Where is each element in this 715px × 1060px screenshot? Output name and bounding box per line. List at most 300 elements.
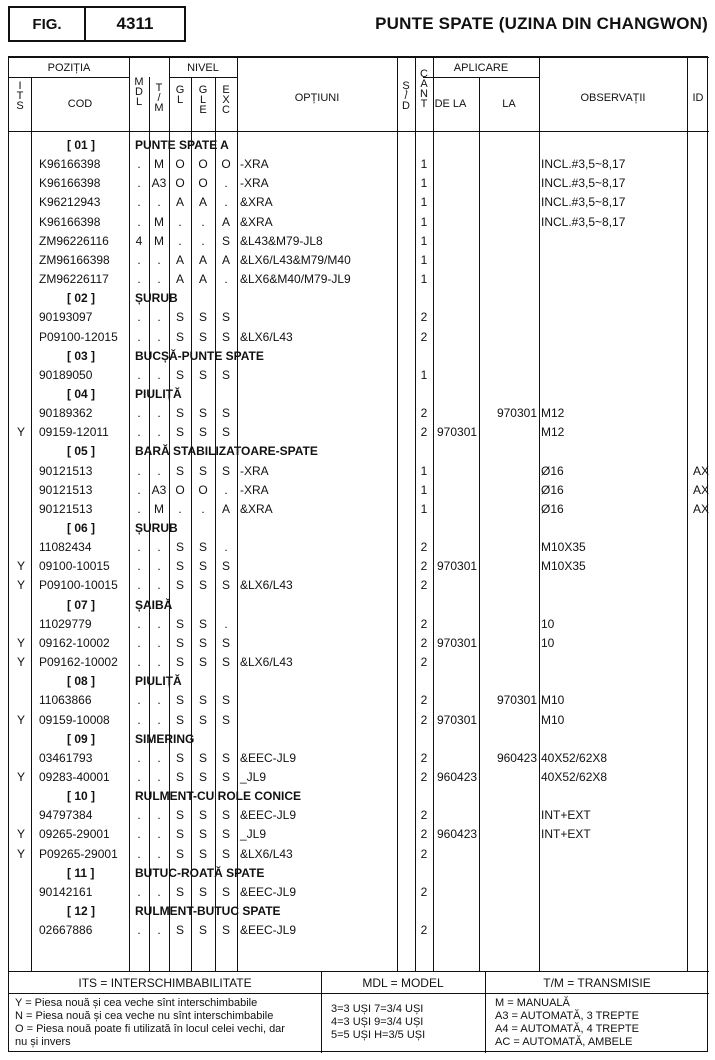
- cell-cod: 03461793: [39, 750, 93, 765]
- cell-tm: M: [154, 233, 164, 248]
- part-row: [9, 462, 709, 481]
- cell-its: Y: [16, 635, 25, 650]
- cell-mdl: .: [137, 501, 141, 516]
- cell-cant: 2: [420, 846, 428, 861]
- part-row: [9, 270, 709, 289]
- cell-mdl: .: [137, 310, 141, 325]
- cell-gle: .: [201, 501, 205, 516]
- cell-opt: &LX6/L43: [240, 578, 293, 593]
- cell-opt: &LX6/L43: [240, 846, 293, 861]
- part-row: [9, 825, 709, 844]
- part-row: [9, 232, 709, 251]
- cell-exc: .: [224, 482, 228, 497]
- cell-obs: 10: [541, 635, 555, 650]
- cell-gle: S: [198, 406, 207, 421]
- cell-tm: .: [157, 750, 161, 765]
- cell-gl: S: [175, 559, 184, 574]
- group-number: [ 12 ]: [67, 904, 96, 918]
- cell-its: Y: [16, 655, 25, 670]
- part-row: [9, 615, 709, 634]
- part-row: [9, 557, 709, 576]
- cell-opt: &EEC-JL9: [240, 923, 297, 938]
- cell-cant: 2: [420, 406, 428, 421]
- cell-cod: 11082434: [39, 540, 92, 555]
- cell-cod: ZM96226116: [39, 233, 109, 248]
- cell-obs: INT+EXT: [541, 808, 591, 823]
- legend-its-line: O = Piesa nouă poate fi utilizată în locul celei vechi, dar: [15, 1023, 285, 1035]
- group-number: [ 01 ]: [67, 138, 96, 152]
- part-row: [9, 193, 709, 212]
- part-row: [9, 538, 709, 557]
- group-name: BARĂ STABILIZATOARE-SPATE: [135, 444, 318, 459]
- part-row: [9, 404, 709, 423]
- cell-gl: S: [175, 329, 184, 344]
- cell-cant: 1: [420, 501, 428, 516]
- cell-cant: 2: [420, 559, 428, 574]
- cell-cant: 2: [420, 769, 428, 784]
- cell-gle: .: [201, 214, 205, 229]
- page-header: [8, 6, 708, 46]
- cell-cant: 2: [420, 884, 428, 899]
- cell-gle: S: [198, 750, 207, 765]
- cell-exc: S: [221, 693, 230, 708]
- cell-gle: .: [201, 233, 205, 248]
- cell-gl: .: [178, 501, 182, 516]
- col-header-gle: G L E: [198, 84, 208, 116]
- cell-opt: &L43&M79-JL8: [240, 233, 323, 248]
- cell-obs: Ø16: [541, 463, 564, 478]
- cell-from: 970301: [437, 425, 478, 440]
- cell-gl: S: [175, 693, 184, 708]
- cell-gl: S: [175, 655, 184, 670]
- cell-exc: S: [221, 635, 230, 650]
- col-header-pozitia: POZIȚIA: [47, 62, 91, 74]
- group-header-row: [9, 902, 709, 921]
- cell-exc: S: [221, 406, 230, 421]
- group-name: PIULIȚĂ: [135, 386, 182, 401]
- cell-tm: .: [157, 310, 161, 325]
- cell-exc: S: [221, 750, 230, 765]
- cell-cant: 2: [420, 616, 428, 631]
- cell-gl: S: [175, 808, 184, 823]
- cell-gle: S: [198, 367, 207, 382]
- part-row: [9, 500, 709, 519]
- cell-obs: 10: [541, 616, 555, 631]
- cell-gl: S: [175, 846, 184, 861]
- cell-exc: S: [221, 808, 230, 823]
- cell-exc: A: [221, 501, 230, 516]
- cell-obs: Ø16: [541, 501, 564, 516]
- cell-cant: 1: [420, 367, 428, 382]
- cell-gle: S: [198, 310, 207, 325]
- cell-mdl: 4: [135, 233, 143, 248]
- cell-its: Y: [16, 712, 25, 727]
- cell-cant: 2: [420, 329, 428, 344]
- cell-its: Y: [16, 559, 25, 574]
- cell-gl: S: [175, 635, 184, 650]
- cell-exc: S: [221, 578, 230, 593]
- legend-mdl-line: 4=3 UȘI 9=3/4 UȘI: [331, 1016, 424, 1028]
- cell-mdl: .: [137, 463, 141, 478]
- cell-cant: 2: [420, 635, 428, 650]
- cell-tm: .: [157, 693, 161, 708]
- cell-tm: .: [157, 578, 161, 593]
- cell-tm: M: [154, 157, 164, 172]
- col-header-cod: COD: [67, 98, 93, 110]
- cell-gl: A: [175, 272, 184, 287]
- cell-mdl: .: [137, 272, 141, 287]
- legend-mdl-line: 3=3 UȘI 7=3/4 UȘI: [331, 1003, 424, 1015]
- cell-id: AX: [692, 482, 709, 497]
- cell-exc: S: [221, 884, 230, 899]
- col-header-id: ID: [692, 92, 704, 104]
- cell-obs: M10: [541, 712, 565, 727]
- cell-exc: .: [224, 272, 228, 287]
- cell-cod: P09265-29001: [39, 846, 118, 861]
- part-row: [9, 749, 709, 768]
- cell-gl: O: [175, 176, 185, 191]
- legend-tm-line: M = MANUALĂ: [495, 997, 570, 1009]
- cell-id: AX: [692, 501, 709, 516]
- group-number: [ 04 ]: [67, 386, 96, 401]
- cell-tm: .: [157, 425, 161, 440]
- cell-gl: S: [175, 923, 184, 938]
- part-row: [9, 691, 709, 710]
- cell-mdl: .: [137, 827, 141, 842]
- part-row: [9, 653, 709, 672]
- cell-tm: .: [157, 616, 161, 631]
- cell-mdl: .: [137, 176, 141, 191]
- cell-exc: S: [221, 310, 230, 325]
- cell-obs: Ø16: [541, 482, 564, 497]
- col-header-its: I T S: [16, 80, 24, 112]
- cell-gle: S: [198, 540, 207, 555]
- cell-cod: 90121513: [39, 463, 93, 478]
- group-header-row: [9, 787, 709, 806]
- cell-opt: _JL9: [240, 769, 267, 784]
- part-row: [9, 366, 709, 385]
- cell-gle: O: [198, 482, 208, 497]
- cell-cant: 2: [420, 750, 428, 765]
- cell-cod: P09100-12015: [39, 329, 118, 344]
- cell-tm: .: [157, 846, 161, 861]
- col-header-gl: G L: [175, 84, 185, 106]
- cell-to: 970301: [496, 406, 537, 421]
- group-header-row: [9, 347, 709, 366]
- cell-cod: 09159-10008: [39, 712, 110, 727]
- cell-mdl: .: [137, 578, 141, 593]
- cell-cod: 94797384: [39, 808, 93, 823]
- cell-cod: 09162-10002: [39, 635, 110, 650]
- part-row: [9, 481, 709, 500]
- cell-opt: &EEC-JL9: [240, 884, 297, 899]
- cell-cod: 11063866: [39, 693, 92, 708]
- group-header-row: [9, 289, 709, 308]
- cell-opt: &XRA: [240, 214, 273, 229]
- cell-gle: S: [198, 559, 207, 574]
- cell-obs: 40X52/62X8: [541, 750, 608, 765]
- cell-from: 970301: [437, 712, 478, 727]
- cell-gle: O: [198, 176, 208, 191]
- cell-tm: .: [157, 406, 161, 421]
- cell-opt: &EEC-JL9: [240, 808, 297, 823]
- cell-obs: M10X35: [541, 540, 586, 555]
- part-row: [9, 174, 709, 193]
- group-header-row: [9, 385, 709, 404]
- cell-gl: S: [175, 750, 184, 765]
- col-header-aplicare: APLICARE: [453, 62, 509, 74]
- col-header-optiuni: OPȚIUNI: [294, 92, 340, 104]
- cell-cod: 90193097: [39, 310, 93, 325]
- cell-gle: S: [198, 693, 207, 708]
- cell-cod: 90142161: [39, 884, 93, 899]
- cell-tm: .: [157, 272, 161, 287]
- cell-gl: S: [175, 463, 184, 478]
- cell-exc: O: [221, 157, 231, 172]
- cell-gle: A: [198, 195, 207, 210]
- group-name: RULMENT-BUTUC SPATE: [135, 904, 281, 918]
- col-header-nivel: NIVEL: [187, 62, 219, 74]
- cell-from: 960423: [437, 769, 478, 784]
- cell-cant: 2: [420, 693, 428, 708]
- cell-gl: O: [175, 157, 185, 172]
- cell-opt: -XRA: [240, 482, 269, 497]
- legend-its-title: ITS = INTERSCHIMBABILITATE: [78, 976, 252, 990]
- cell-obs: M10X35: [541, 559, 586, 574]
- cell-tm: .: [157, 635, 161, 650]
- group-name: ȘAIBĂ: [135, 597, 173, 612]
- cell-gl: S: [175, 540, 184, 555]
- group-number: [ 10 ]: [67, 789, 96, 804]
- group-header-row: [9, 136, 709, 155]
- cell-gl: S: [175, 310, 184, 325]
- cell-gl: S: [175, 827, 184, 842]
- cell-cod: ZM96166398: [39, 252, 110, 267]
- cell-from: 970301: [437, 635, 478, 650]
- cell-cant: 2: [420, 425, 428, 440]
- group-number: [ 07 ]: [67, 597, 96, 612]
- cell-cant: 2: [420, 578, 428, 593]
- cell-mdl: .: [137, 923, 141, 938]
- cell-tm: .: [157, 540, 161, 555]
- cell-obs: INT+EXT: [541, 827, 591, 842]
- group-number: [ 02 ]: [67, 291, 96, 306]
- cell-gle: S: [198, 425, 207, 440]
- cell-opt: -XRA: [240, 157, 269, 172]
- cell-cod: 90121513: [39, 482, 93, 497]
- cell-cant: 1: [420, 233, 428, 248]
- cell-mdl: .: [137, 214, 141, 229]
- cell-obs: INCL.#3,5~8,17: [541, 157, 626, 172]
- part-row: [9, 308, 709, 327]
- cell-gle: S: [198, 712, 207, 727]
- legend-tm-line: AC = AUTOMATĂ, AMBELE: [495, 1036, 633, 1048]
- cell-gle: A: [198, 252, 207, 267]
- legend-tm-title: T/M = TRANSMISIE: [543, 976, 651, 990]
- cell-opt: _JL9: [240, 827, 267, 842]
- group-number: [ 06 ]: [67, 521, 96, 535]
- cell-exc: S: [221, 923, 230, 938]
- part-row: [9, 711, 709, 730]
- cell-mdl: .: [137, 655, 141, 670]
- cell-cant: 1: [420, 157, 428, 172]
- cell-exc: S: [221, 769, 230, 784]
- cell-tm: .: [157, 252, 161, 267]
- cell-mdl: .: [137, 808, 141, 823]
- cell-gle: S: [198, 616, 207, 631]
- col-header-mdl: M D L: [134, 76, 144, 108]
- cell-opt: &LX6/L43: [240, 655, 293, 670]
- cell-cant: 2: [420, 827, 428, 842]
- group-header-row: [9, 864, 709, 883]
- cell-gle: S: [198, 578, 207, 593]
- cell-cod: 09265-29001: [39, 827, 110, 842]
- group-header-row: [9, 730, 709, 749]
- parts-table: [8, 56, 708, 1052]
- part-row: [9, 328, 709, 347]
- cell-tm: .: [157, 884, 161, 899]
- group-number: [ 05 ]: [67, 444, 96, 459]
- cell-gle: S: [198, 329, 207, 344]
- cell-tm: .: [157, 367, 161, 382]
- cell-cod: K96166398: [39, 157, 101, 172]
- group-name: BUTUC-ROATĂ SPATE: [135, 865, 265, 880]
- cell-gle: S: [198, 884, 207, 899]
- group-name: PUNTE SPATE A: [135, 138, 229, 152]
- cell-tm: .: [157, 195, 161, 210]
- cell-cant: 2: [420, 808, 428, 823]
- cell-exc: .: [224, 616, 228, 631]
- cell-mdl: .: [137, 195, 141, 210]
- cell-cant: 1: [420, 272, 428, 287]
- group-header-row: [9, 442, 709, 461]
- col-header-sd: Ș / D: [402, 80, 410, 112]
- part-row: [9, 576, 709, 595]
- cell-opt: &LX6&M40/M79-JL9: [240, 272, 351, 287]
- cell-gle: S: [198, 655, 207, 670]
- cell-its: Y: [16, 578, 25, 593]
- cell-mdl: .: [137, 635, 141, 650]
- cell-mdl: .: [137, 329, 141, 344]
- group-header-row: [9, 672, 709, 691]
- cell-opt: &XRA: [240, 501, 273, 516]
- cell-gle: S: [198, 635, 207, 650]
- legend-tm-line: A4 = AUTOMATĂ, 4 TREPTE: [495, 1023, 639, 1035]
- cell-exc: S: [221, 846, 230, 861]
- group-name: BUCȘĂ-PUNTE SPATE: [135, 348, 264, 363]
- cell-cant: 2: [420, 712, 428, 727]
- cell-exc: A: [221, 252, 230, 267]
- cell-exc: S: [221, 559, 230, 574]
- cell-exc: A: [221, 214, 230, 229]
- cell-exc: .: [224, 176, 228, 191]
- cell-obs: M10: [541, 693, 565, 708]
- cell-cant: 1: [420, 214, 428, 229]
- page-title: PUNTE SPATE (UZINA DIN CHANGWON): [375, 14, 708, 33]
- cell-gl: S: [175, 884, 184, 899]
- legend-its-line: nu și invers: [15, 1036, 71, 1048]
- cell-opt: &XRA: [240, 195, 273, 210]
- col-header-cant: C A N T: [420, 68, 428, 110]
- legend-its-line: N = Piesa nouă și cea veche nu sînt interschimbabile: [15, 1010, 274, 1022]
- cell-gle: S: [198, 923, 207, 938]
- cell-obs: INCL.#3,5~8,17: [541, 195, 626, 210]
- fig-label: FIG.: [8, 6, 86, 42]
- cell-cod: K96166398: [39, 176, 101, 191]
- cell-gl: S: [175, 712, 184, 727]
- cell-mdl: .: [137, 712, 141, 727]
- cell-gl: S: [175, 769, 184, 784]
- cell-cant: 1: [420, 482, 428, 497]
- group-name: ȘURUB: [135, 521, 178, 535]
- cell-cant: 1: [420, 195, 428, 210]
- cell-gl: S: [175, 425, 184, 440]
- cell-cant: 1: [420, 463, 428, 478]
- cell-cant: 2: [420, 923, 428, 938]
- cell-exc: S: [221, 233, 230, 248]
- cell-cod: P09100-10015: [39, 578, 118, 593]
- cell-mdl: .: [137, 559, 141, 574]
- group-header-row: [9, 596, 709, 615]
- cell-to: 970301: [496, 693, 537, 708]
- cell-cod: 09100-10015: [39, 559, 110, 574]
- cell-gle: A: [198, 272, 207, 287]
- cell-gle: S: [198, 808, 207, 823]
- cell-cod: P09162-10002: [39, 655, 118, 670]
- cell-mdl: .: [137, 540, 141, 555]
- part-row: [9, 423, 709, 442]
- cell-tm: A3: [151, 482, 167, 497]
- cell-tm: .: [157, 769, 161, 784]
- cell-exc: S: [221, 329, 230, 344]
- cell-gl: S: [175, 406, 184, 421]
- cell-opt: &EEC-JL9: [240, 750, 297, 765]
- part-row: [9, 251, 709, 270]
- part-row: [9, 845, 709, 864]
- group-name: SIMERING: [135, 731, 195, 746]
- group-number: [ 09 ]: [67, 731, 96, 746]
- cell-cod: 09159-12011: [39, 425, 109, 440]
- part-row: [9, 921, 709, 940]
- cell-mdl: .: [137, 769, 141, 784]
- cell-cant: 1: [420, 252, 428, 267]
- col-header-de-la: DE LA: [434, 98, 467, 110]
- cell-mdl: .: [137, 846, 141, 861]
- cell-its: Y: [16, 769, 25, 784]
- cell-tm: .: [157, 808, 161, 823]
- legend-mdl-line: 5=5 UȘI H=3/5 UȘI: [331, 1029, 426, 1041]
- cell-cod: 02667886: [39, 923, 93, 938]
- col-header-tm: T / M: [154, 82, 164, 114]
- group-number: [ 11 ]: [67, 865, 95, 880]
- part-row: [9, 806, 709, 825]
- cell-opt: &LX6/L43&M79/M40: [240, 252, 351, 267]
- group-number: [ 03 ]: [67, 348, 96, 363]
- cell-mdl: .: [137, 425, 141, 440]
- cell-mdl: .: [137, 367, 141, 382]
- cell-mdl: .: [137, 693, 141, 708]
- cell-mdl: .: [137, 406, 141, 421]
- cell-cod: 90189050: [39, 367, 93, 382]
- cell-gl: .: [178, 214, 182, 229]
- part-row: [9, 634, 709, 653]
- cell-to: 960423: [496, 750, 537, 765]
- cell-mdl: .: [137, 482, 141, 497]
- cell-exc: S: [221, 463, 230, 478]
- cell-obs: M12: [541, 406, 565, 421]
- cell-gl: A: [175, 195, 184, 210]
- cell-obs: INCL.#3,5~8,17: [541, 214, 626, 229]
